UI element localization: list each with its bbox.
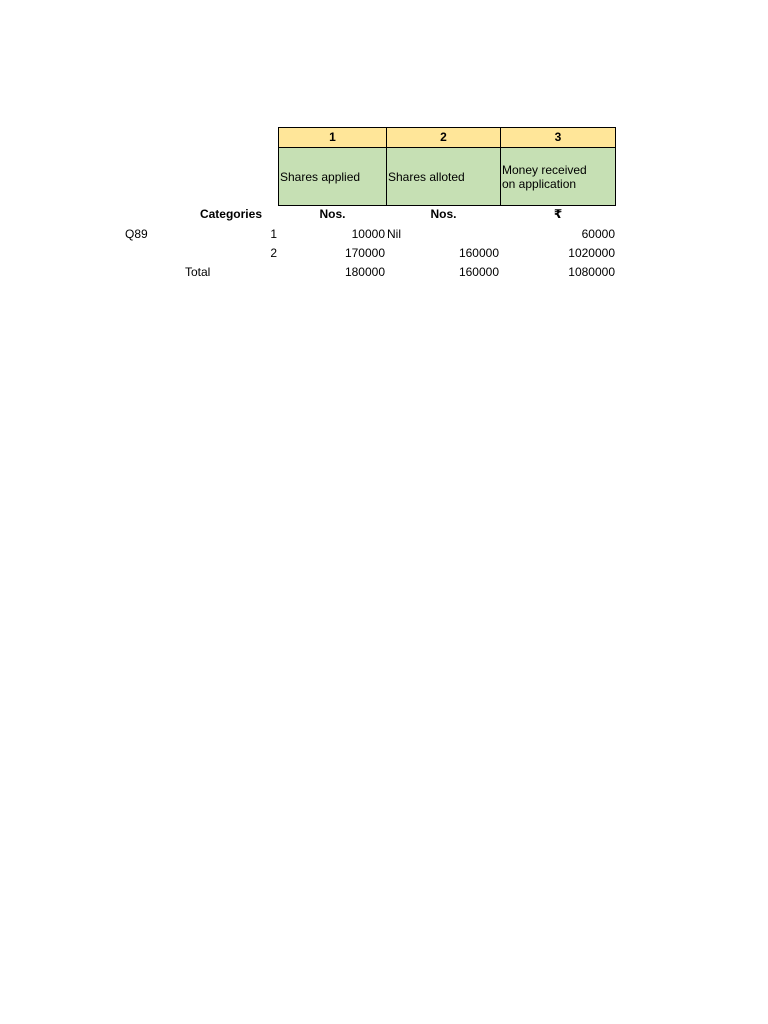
column-header-shares-alloted: Shares alloted: [386, 147, 501, 206]
category-2: 2: [270, 246, 277, 260]
total-shares-applied: 180000: [344, 265, 385, 279]
row2-money-received: 1020000: [568, 246, 615, 260]
categories-label: Categories: [199, 207, 262, 221]
row1-shares-alloted: Nil: [387, 227, 401, 241]
column-number-2: 2: [386, 127, 501, 148]
question-label: Q89: [125, 227, 148, 241]
total-shares-alloted: 160000: [458, 265, 499, 279]
row1-shares-applied: 10000: [351, 227, 385, 241]
column-number-3: 3: [500, 127, 616, 148]
total-label: Total: [185, 265, 211, 279]
unit-shares-applied: Nos.: [319, 207, 346, 221]
unit-shares-alloted: Nos.: [430, 207, 457, 221]
column-header-shares-applied: Shares applied: [278, 147, 387, 206]
category-1: 1: [270, 227, 277, 241]
row1-money-received: 60000: [581, 227, 615, 241]
total-money-received: 1080000: [568, 265, 615, 279]
column-number-1: 1: [278, 127, 387, 148]
row2-shares-applied: 170000: [344, 246, 385, 260]
row2-shares-alloted: 160000: [458, 246, 499, 260]
column-header-money-received: Money received on application: [500, 147, 616, 206]
unit-money-received: ₹: [553, 207, 563, 221]
